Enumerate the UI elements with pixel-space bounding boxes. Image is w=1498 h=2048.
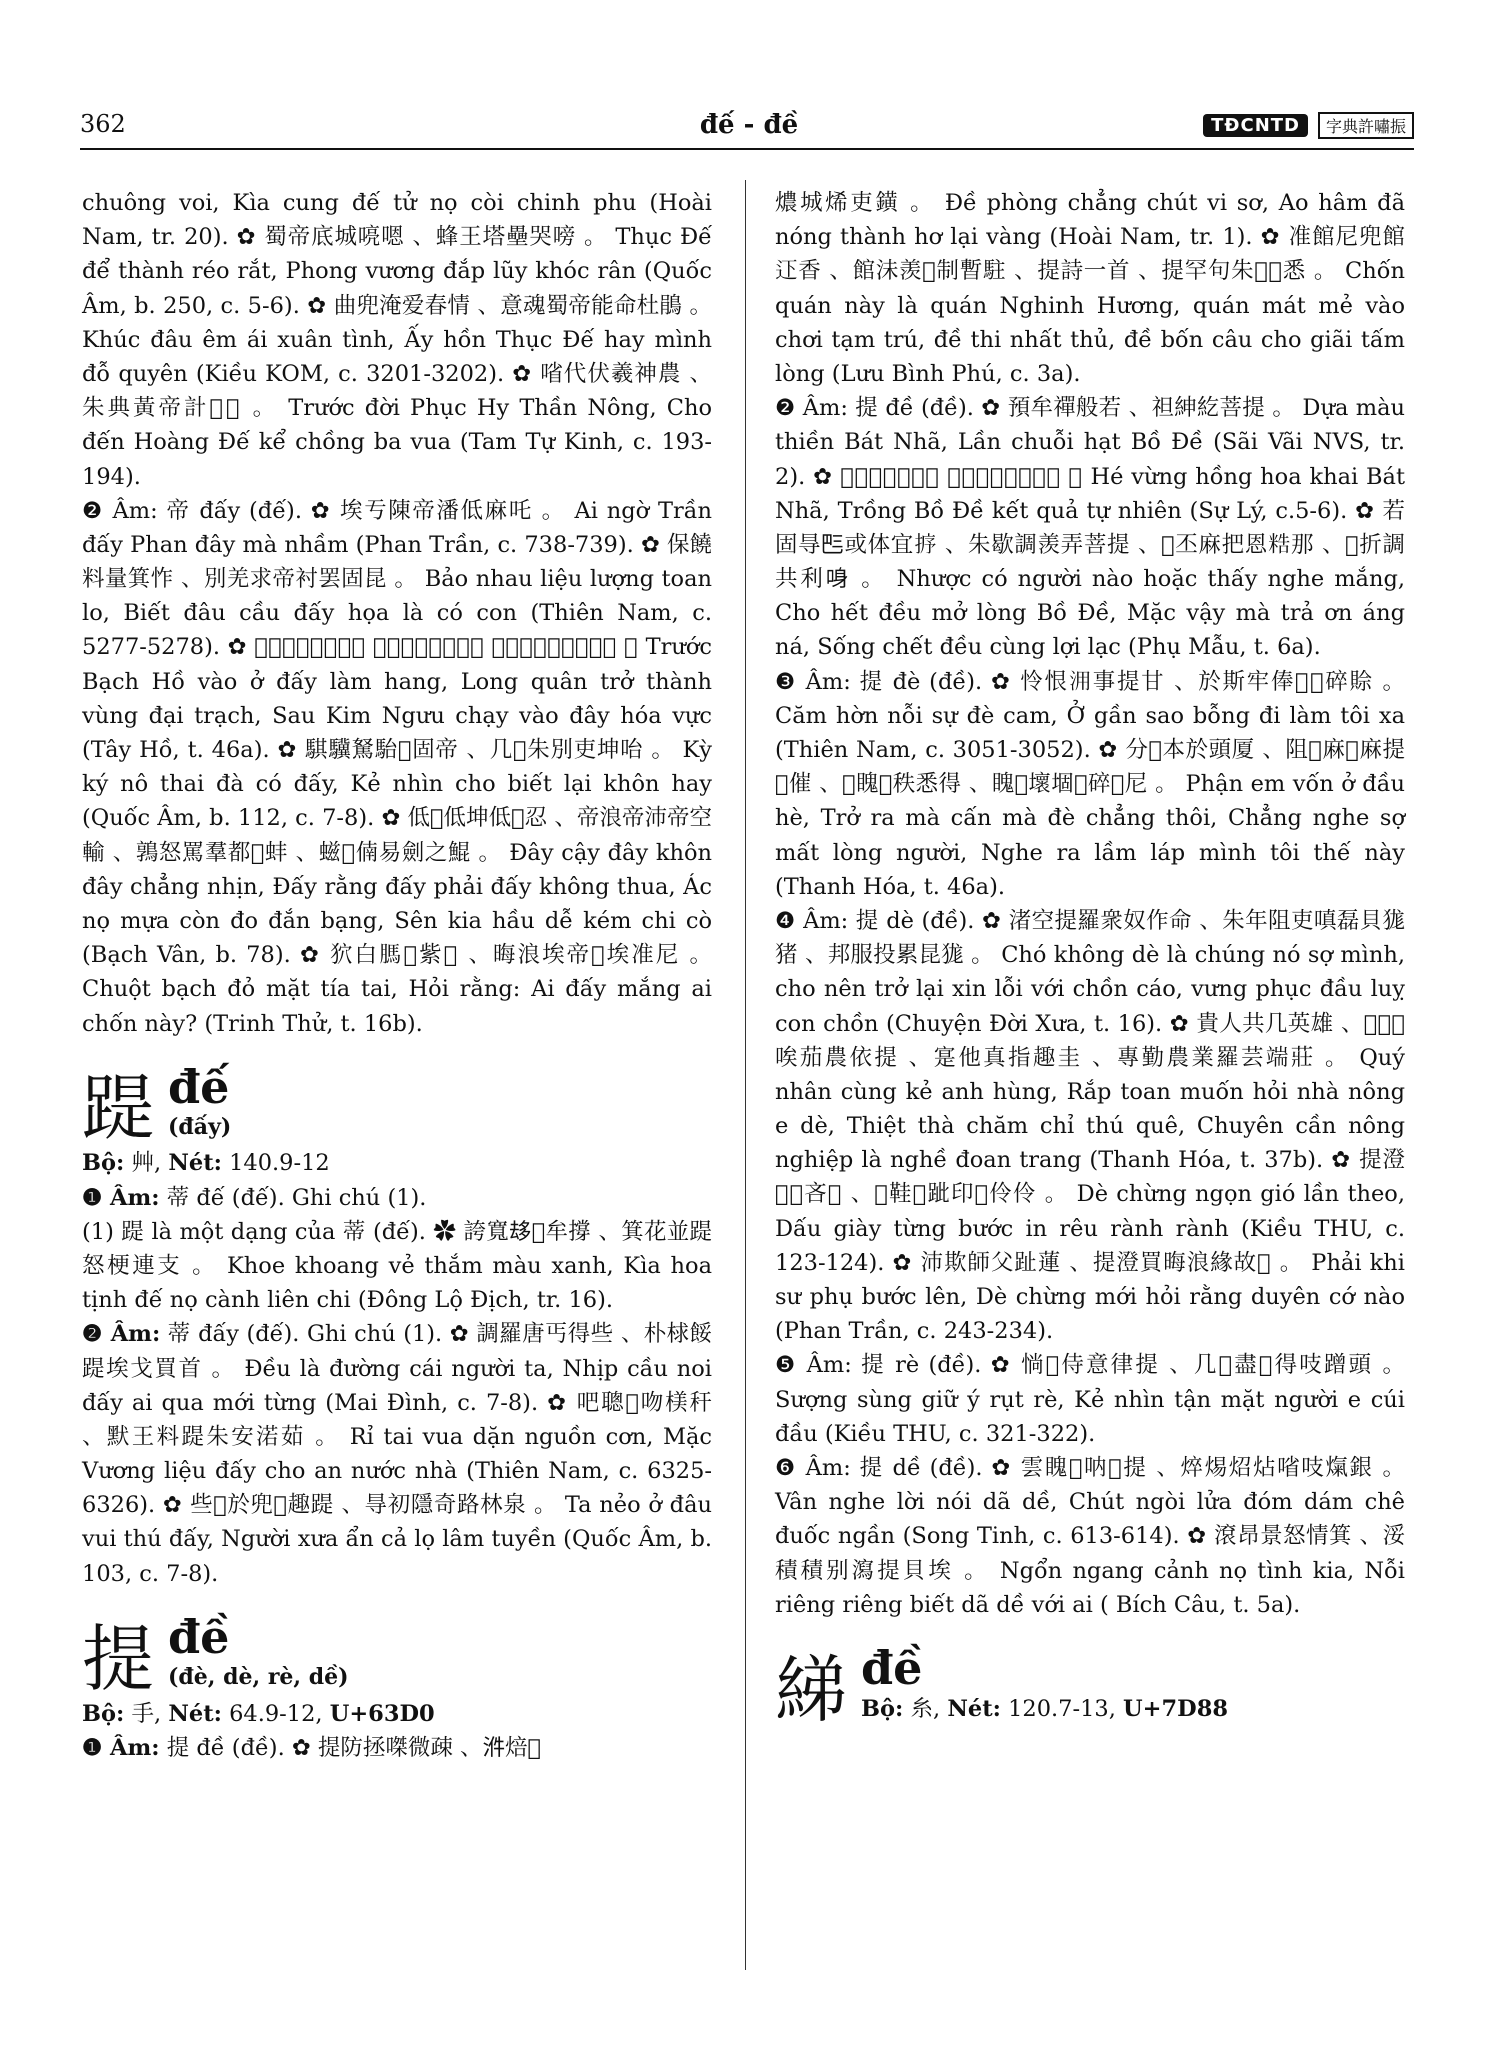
entry-header [82, 1059, 712, 1151]
headword-readings: (đấy) [168, 1113, 232, 1140]
entry-header [82, 1609, 712, 1701]
paragraph: chuông voi, Kìa cung đế tử nọ còi chinh phu (Hoài Nam, tr. 20). ✿ 蜀帝底城喨嗯 、蜂王塔壘哭嗙 。 Thục Đế để thành réo rắt, Phong vương đắp lũy khóc rân (Quốc Âm, b. 250, c. 5-6). ✿ 曲兜淹爱春情 、意魂蜀帝能命杜鵑 。 Khúc đâu êm ái xuân tình, Ấy hồn Thục Đế hay mình đỗ quyên (Kiều KOM, c. 3201-3202). ✿ 㗂代伏羲神農 、朱典黃帝計𦋦𠀧 。 Trước đời Phục Hy Thần Nông, Cho đến Hoàng Đế kể chồng ba vua (Tam Tự Kinh, c. 193-194). [82, 190, 712, 490]
headword-readings: (đè, dè, rè, dề) [168, 1664, 349, 1691]
entry-meta: Bộ: 艸, Nét: 140.9-12 [82, 1150, 330, 1177]
sense: ❶ Âm: 蒂 đế (đế). Ghi chú (1). [82, 1184, 427, 1211]
column-divider [745, 180, 746, 1970]
entry-meta: Bộ: 手, Nét: 64.9-12, U+63D0 [82, 1700, 435, 1727]
headword: đề [861, 1640, 923, 1695]
page-number: 362 [80, 110, 126, 138]
sense: ❸ Âm: 提 đè (đề). ✿ 怜恨𣳔事提甘 、於斯牢俸𢧚𠳨碎賒 。 Căm hờn nỗi sự đè cam, Ở gần sao bỗng đi làm tôi xa (Thiên Nam, c. 3051-3052). ✿ 分𡛔本於頭厦 、阻𥓿麻𠀲麻提𢭁催 、𢭁䁛𢤞秩悉得 、䁛𥓿壞堌𣷭碎𫥨尼 。 Phận em vốn ở đầu hè, Trở ra mà cấn mà đè chẳng thôi, Chẳng nghe sợ mất lòng người, Nghe ra lầm láp mình tôi thế này (Thanh Hóa, t. 46a). [775, 668, 1405, 900]
header-rule [80, 148, 1414, 150]
right-column [775, 186, 1405, 1733]
entry-meta: Bộ: 糸, Nét: 120.7-13, U+7D88 [861, 1696, 1228, 1723]
logo-tdcntd: TĐCNTD [1203, 114, 1308, 137]
sense: ❹ Âm: 提 dè (đề). ✿ 渚空提羅衆奴作命 、朱年阻吏嗔磊貝狵猪 、邦服投累昆狵 。 Chó không dè là chúng nó sợ mình, cho nên trở lại xin lỗi với chồn cáo, vưng phục đầu luỵ con chồn (Chuyện Đời Xưa, t. 16). ✿ 貴人共几英雄 、𠯅𥗐𡁐唉茄農依提 、寔他真指趣圭 、專勤農業羅芸端莊 。 Quý nhân cùng kẻ anh hùng, Rắp toan muốn hỏi nhà nông e dè, Thiệt thà chăm chỉ thú quê, Chuyên cần nông nghiệp là nghề đoan trang (Thanh Hóa, t. 37b). ✿ 提澄𠼫𨒙吝𨇉 、𨀈鞋𠫾跐印𦹵伶伶 。 Dè chừng ngọn gió lần theo, Dấu giày từng bước in rêu rành rành (Kiều THU, c. 123-124). ✿ 沛欺師父趾蓮 、提澄買晦浪緣故𥙩 。 Phải khi sư phụ bước lên, Dè chừng mới hỏi rằng duyên cớ nào (Phan Trần, c. 243-234). [775, 907, 1405, 1345]
entry-header [775, 1640, 1405, 1733]
sense: ❺ Âm: 提 rè (đề). ✿ 惝𢤔侍意律提 、几𧡊盡𦟐得吱蹭頭 。 Sượng sùng giữ ý rụt rè, Kẻ nhìn tận mặt người e cúi đầu (Kiều THU, c. 321-322). [775, 1352, 1405, 1447]
sense: ❻ Âm: 提 dề (đề). ✿ 雲䁛𠳒呐𥱬提 、焠焬炤炶㗂吱熂銀 。 Vân nghe lời nói dã dề, Chút ngòi lửa đóm dám chê đuốc ngần (Song Tinh, c. 613-614). ✿ 滾昂景怒情箕 、浽積積别瀉提貝埃 。 Ngổn ngang cảnh nọ tình kia, Nỗi riêng riêng biết dã dề với ai ( Bích Câu, t. 5a). [775, 1454, 1405, 1618]
entry-character: 綈 [775, 1648, 848, 1733]
headword: đề [168, 1609, 230, 1664]
entry-character: 踶 [82, 1066, 155, 1151]
headword: đế [168, 1059, 230, 1114]
sense: ❷ Âm: 蒂 đấy (đế). Ghi chú (1). ✿ 調羅唐丐得些 、朴梂餒踶埃戈買首 。 Đều là đường cái người ta, Nhịp cầu noi đấy ai qua mới từng (Mai Đình, c. 7-8). ✿ 吧聰𢬣吻𣖙秆 、默王料踶朱安渃茹 。 Rỉ tai vua dặn nguồn cơn, Mặc Vương liệu đấy cho an nước nhà (Thiên Nam, c. 6325-6326). ✿ 些𡎝於兜𠞺趣踶 、㝵初隱奇路林泉 。 Ta nẻo ở đâu vui thú đấy, Người xưa ẩn cả lọ lâm tuyền (Quốc Âm, b. 103, c. 7-8). [82, 1321, 712, 1587]
logo-han: 字典許嘯振 [1318, 112, 1414, 139]
paragraph: ❷ Âm: 帝 đấy (đế). ✿ 埃亐陳帝潘低麻吒 。 Ai ngờ Trần đấy Phan đây mà nhầm (Phan Trần, c. 738-739). ✿ 保饒料量箕怍 、別羌求帝衬罢固昆 。 Bảo nhau liệu lượng toan lo, Biết đâu cầu đấy họa là có con (Thiên Nam, c. 5277-5278). ✿ 𠓀白狐𠚢於帝𠳨𨤔 、龍君擼城𣺺大澤 、𨍦金牛𧼋𠚢低化域 。 Trước Bạch Hồ vào ở đấy làm hang, Long quân trở thành vùng đại trạch, Sau Kim Ngưu chạy vào đây hóa vực (Tây Hồ, t. 46a). ✿ 騏驥駑駘𥹰固帝 、几𧦕朱別吏坤咍 。 Kỳ ký nô thai đà có đấy, Kẻ nhìn cho biết lại khôn hay (Quốc Âm, b. 112, c. 7-8). ✿ 低𢜠低坤低𢪀忍 、帝浪帝沛帝空輸 、鶉怒罵羣都𣅶蚌 、螆𡗅㑲易劍之鯤 。 Đây cậy đây khôn đây chẳng nhịn, Đấy rằng đấy phải đấy không thua, Ác nọ mựa còn đo đắn bạng, Sên kia hầu dễ kém chi cò (Bạch Vân, b. 78). ✿ 狖白𦟐𦛌紫𦖑 、晦浪埃帝𪡔埃准尼 。 Chuột bạch đỏ mặt tía tai, Hỏi rằng: Ai đấy mắng ai chốn này? (Trinh Thử, t. 16b). [82, 497, 712, 1037]
entry-character: 提 [82, 1616, 155, 1701]
sense: ❶ Âm: 提 đề (đề). ✿ 提防拯𠹳微疎 、𣴓焙𥹰 [82, 1734, 542, 1761]
sense: ❷ Âm: 提 đề (đề). ✿ 預牟禪般若 、𥘵紳紇菩提 。 Dựa màu thiền Bát Nhã, Lần chuỗi hạt Bồ Đề (Sãi Vãi NVS, tr. 2). ✿ 𪧚彙紅花開般若 、𣘃菩提結果自然 。 Hé vừng hồng hoa khai Bát Nhã, Trồng Bồ Đề kết quả tự nhiên (Sự Lý, c.5-6). ✿ 若固㝵𠀧或体宜𢭸 、朱歇調羡弄菩提 、𠻵丕麻把恩𥺊那 、𦛋折調共利𠲳 。 Nhược có người nào hoặc thấy nghe mắng, Cho hết đều mở lòng Bồ Đề, Mặc vậy mà trả ơn áng ná, Sống chết đều cùng lợi lạc (Phụ Mẫu, t. 6a). [775, 395, 1405, 661]
paragraph: 燶城烯吏鐄 。 Đề phòng chẳng chút vi sơ, Ao hâm đã nóng thành hơ lại vàng (Hoài Nam, tr. 1). ✿ 准館尼兜館𨑜香 、館沬羡𠚢制暫駐 、提詩一首 、提罕句朱𤒛𢘾悉 。 Chốn quán này là quán Nghinh Hương, quán mát mẻ vào chơi tạm trú, đề thi nhất thủ, đề bốn câu cho giãi tấm lòng (Lưu Bình Phú, c. 3a). [775, 190, 1405, 387]
publisher-logo [1203, 112, 1414, 139]
note: (1) 踶 là một dạng của 蒂 (đế). ✿ 誇寬𠫾𧹟牟撐 、箕花並踶怒梗連支 。 Khoe khoang vẻ thắm màu xanh, Kìa hoa tịnh đế nọ cành liên chi (Đông Lộ Địch, tr. 16). [82, 1218, 712, 1314]
left-column [82, 186, 712, 1765]
running-head: đế - đề [699, 110, 799, 140]
